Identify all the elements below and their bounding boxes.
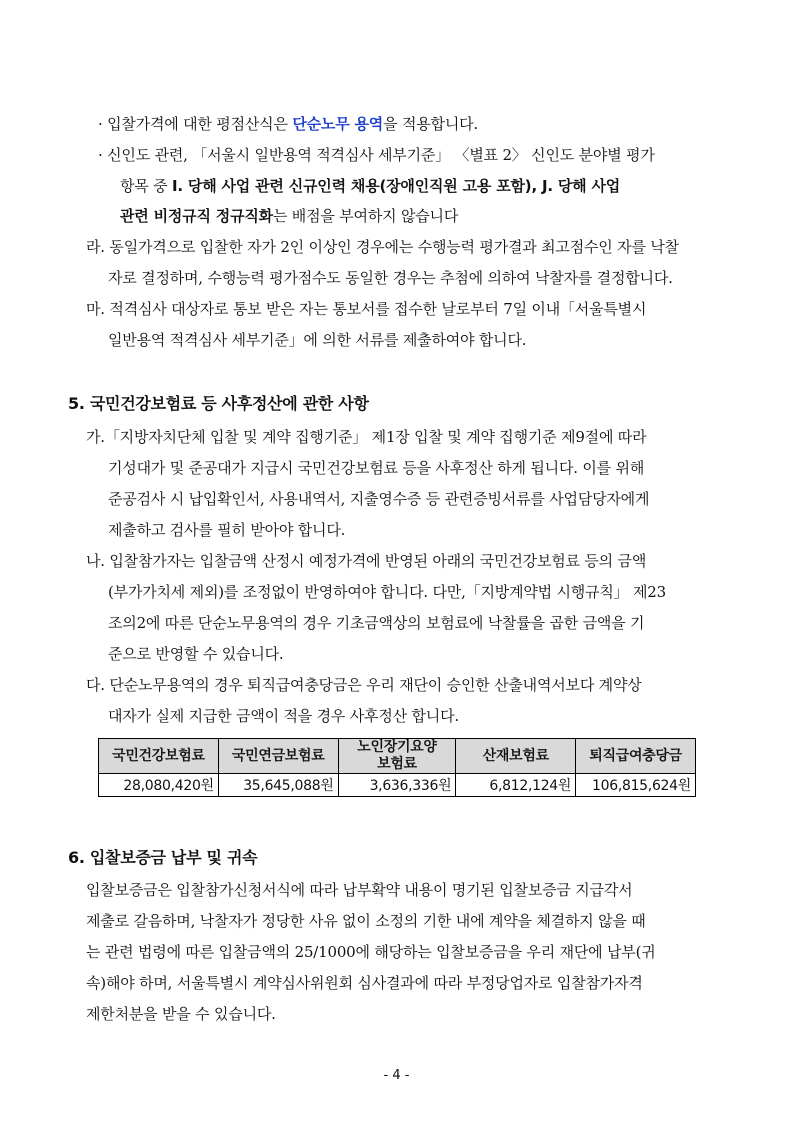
item-ra-line2: 자로 결정하며, 수행능력 평가점수도 동일한 경우는 추첨에 의하여 낙찰자를 결정합니다. [108,269,673,287]
text: 을 적용합니다. [383,115,478,133]
bold-text: I. 당해 사업 관련 신규인력 채용(장애인직원 고용 포함), J. 당해 사업 [172,177,621,195]
header-text: 노인장기요양 [357,739,437,755]
value-severance-reserve: 106,815,624원 [576,774,696,797]
item-ga-line3: 준공검사 시 납입확인서, 사용내역서, 지출영수증 등 관련증빙서류를 사업담당자에게 [108,490,650,508]
item-da-line2: 대자가 실제 지급한 금액이 적을 경우 사후정산 합니다. [108,707,459,725]
item-da-line1: 다. 단순노무용역의 경우 퇴직급여충당금은 우리 재단이 승인한 산출내역서보다 계약상 [86,676,642,694]
header-long-term-care [338,739,456,774]
header-severance-reserve: 퇴직급여충당금 [576,739,696,774]
section-6-line2: 제출로 갈음하며, 낙찰자가 정당한 사유 없이 소정의 기한 내에 계약을 체결하지 않을 때 [86,912,646,930]
item-ma-line2: 일반용역 적격심사 세부기준」에 의한 서류를 제출하여야 합니다. [108,331,527,349]
bold-text: 관련 비정규직 정규직화 [120,207,273,225]
bullet-scoring-formula [98,114,478,134]
emphasis-text: 단순노무 용역 [292,115,384,133]
text: · 입찰가격에 대한 평점산식은 [98,115,293,133]
text: 항목 중 [120,177,173,195]
text: 는 배점을 부여하지 않습니다 [272,207,459,225]
item-ra-line1: 라. 동일가격으로 입찰한 자가 2인 이상인 경우에는 수행능력 평가결과 최고점수인 자를 낙찰 [86,238,679,256]
insurance-table [98,738,696,797]
page-number: - 4 - [383,1068,410,1083]
item-ma-line1: 마. 적격심사 대상자로 통보 받은 자는 통보서를 접수한 날로부터 7일 이내「서울특별시 [86,300,647,318]
header-health-insurance: 국민건강보험료 [99,739,219,774]
value-industrial-accident: 6,812,124원 [456,774,576,797]
item-ga-line4: 제출하고 검사를 필히 받아야 합니다. [108,521,346,539]
section-6-line3: 는 관련 법령에 따른 입찰금액의 25/1000에 해당하는 입찰보증금을 우리 재단에 납부(귀 [86,943,656,961]
value-national-pension: 35,645,088원 [218,774,338,797]
bullet-credibility-line2 [120,176,620,196]
section-6-line4: 속)해야 하며, 서울특별시 계약심사위원회 심사결과에 따라 부정당업자로 입찰참가자격 [86,974,643,992]
table-row [99,774,696,797]
bullet-credibility-line1: · 신인도 관련, 「서울시 일반용역 적격심사 세부기준」 〈별표 2〉 신인도 분야별 평가 [98,146,655,164]
section-5-heading: 5. 국민건강보험료 등 사후정산에 관한 사항 [68,394,369,413]
item-ga-line2: 기성대가 및 준공대가 지급시 국민건강보험료 등을 사후정산 하게 됩니다. 이를 위해 [108,459,645,477]
item-ga-line1: 가.「지방자치단체 입찰 및 계약 집행기준」 제1장 입찰 및 계약 집행기준 제9절에 따라 [86,428,647,446]
bullet-credibility-line3 [120,206,458,226]
value-long-term-care: 3,636,336원 [338,774,456,797]
header-text: 보험료 [377,756,417,772]
item-na-line3: 조의2에 따른 단순노무용역의 경우 기초금액상의 보험료에 낙찰률을 곱한 금액을 기 [108,614,645,632]
header-industrial-accident: 산재보험료 [456,739,576,774]
section-6-line5: 제한처분을 받을 수 있습니다. [86,1005,276,1023]
header-national-pension: 국민연금보험료 [218,739,338,774]
table-header-row [99,739,696,774]
section-6-line1: 입찰보증금은 입찰참가신청서식에 따라 납부확약 내용이 명기된 입찰보증금 지급각서 [86,881,633,899]
value-health-insurance: 28,080,420원 [99,774,219,797]
section-6-heading: 6. 입찰보증금 납부 및 귀속 [68,848,258,867]
item-na-line4: 준으로 반영할 수 있습니다. [108,645,284,663]
item-na-line2: (부가가치세 제외)를 조정없이 반영하여야 합니다. 다만,「지방계약법 시행규칙」 제23 [108,583,666,601]
item-na-line1: 나. 입찰참가자는 입찰금액 산정시 예정가격에 반영된 아래의 국민건강보험료 등의 금액 [86,552,647,570]
